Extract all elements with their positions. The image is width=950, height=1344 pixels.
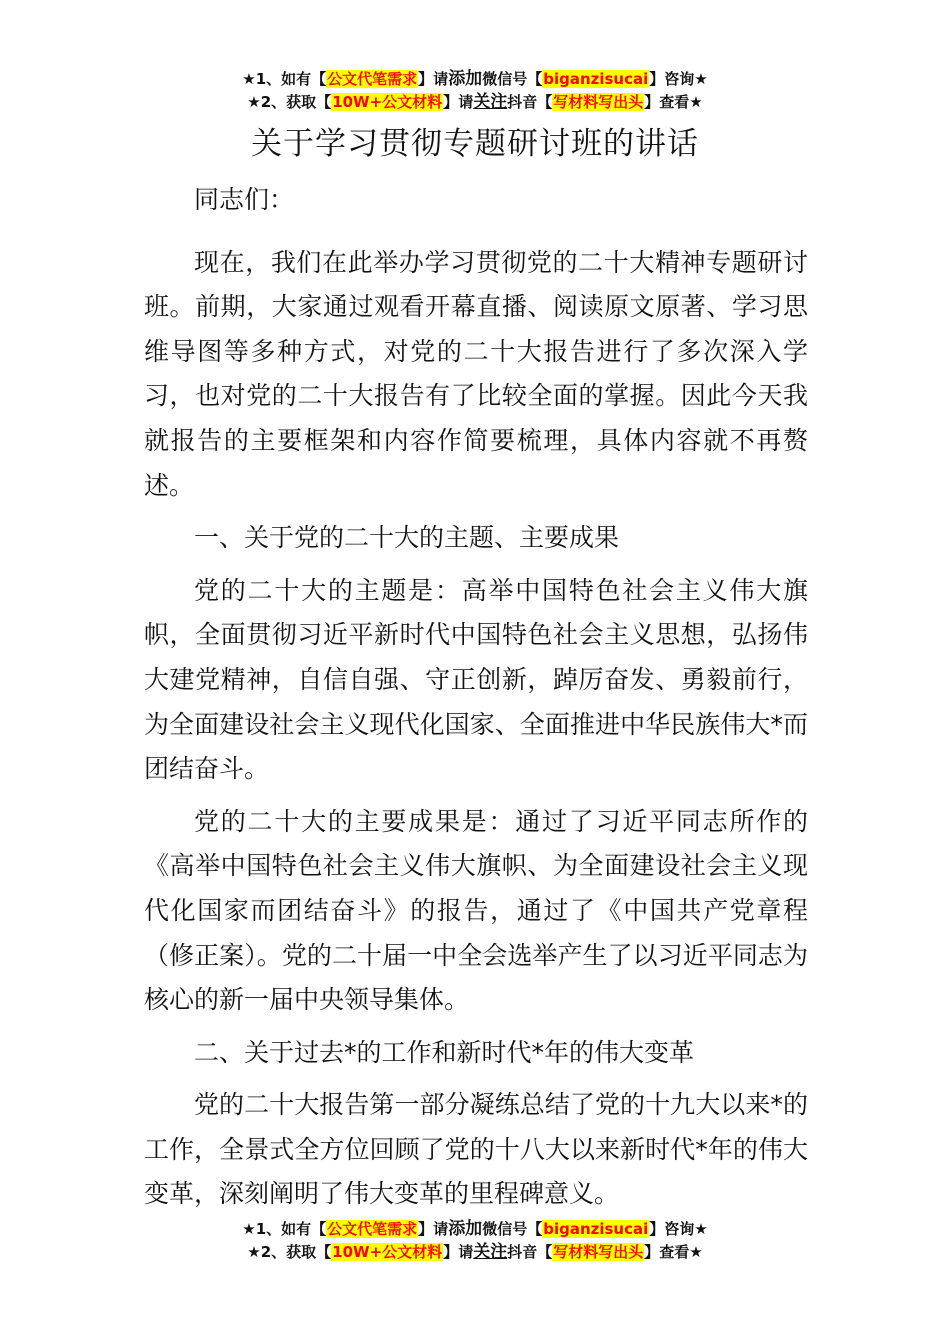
paragraph-results: 党的二十大的主要成果是：通过了习近平同志所作的《高举中国特色社会主义伟大旗帜、为全面建设社会主义现代化国家而团结奋斗》的报告，通过了《中国共产党章程（修正案）。党的二十届一中全会选举产生了以习近平同志为核心的新一届中央领导集体。	[144, 806, 808, 1015]
promo-emphasis: 关注	[473, 1242, 508, 1262]
promo-text: ★1、如有【	[242, 1220, 327, 1238]
promo-text: 】查看★	[644, 1243, 703, 1261]
promo-emphasis: 添加	[448, 69, 483, 89]
promo-text: 微信号【	[482, 70, 543, 88]
promo-text: 】请	[418, 1220, 449, 1238]
promo-highlight: 10W+公文材料	[332, 1243, 443, 1261]
promo-text: ★2、获取【	[247, 93, 332, 111]
promo-text: 】咨询★	[649, 70, 708, 88]
promo-text: ★2、获取【	[247, 1243, 332, 1261]
promo-highlight: 10W+公文材料	[332, 93, 443, 111]
promo-wechat-id: biganzisucai	[543, 1220, 649, 1238]
promo-text: 抖音【	[507, 1243, 553, 1261]
promo-line-2	[0, 91, 950, 114]
promo-emphasis: 添加	[448, 1219, 483, 1239]
promo-text: 微信号【	[482, 1220, 543, 1238]
promo-text: 】请	[418, 70, 449, 88]
promo-banner-top	[0, 68, 950, 114]
promo-text: 抖音【	[507, 93, 553, 111]
salutation: 同志们：	[194, 185, 295, 214]
document-body	[144, 178, 808, 1225]
promo-banner-bottom	[0, 1218, 950, 1264]
promo-highlight: 公文代笔需求	[327, 70, 418, 88]
promo-text: 】查看★	[644, 93, 703, 111]
paragraph-review: 党的二十大报告第一部分凝练总结了党的十九大以来*的工作，全景式全方位回顾了党的十八大以来新时代*年的伟大变革，深刻阐明了伟大变革的里程碑意义。	[144, 1090, 808, 1209]
promo-line-1	[0, 1218, 950, 1241]
paragraph-theme: 党的二十大的主题是：高举中国特色社会主义伟大旗帜，全面贯彻习近平新时代中国特色社会主义思想，弘扬伟大建党精神，自信自强、守正创新，踔厉奋发、勇毅前行，为全面建设社会主义现代化国家、全面推进中华民族伟大*而团结奋斗。	[144, 575, 808, 784]
promo-text: 】咨询★	[649, 1220, 708, 1238]
promo-line-1	[0, 68, 950, 91]
promo-text: 】请	[443, 93, 474, 111]
promo-text: ★1、如有【	[242, 70, 327, 88]
promo-highlight: 公文代笔需求	[327, 1220, 418, 1238]
paragraph-intro: 现在，我们在此举办学习贯彻党的二十大精神专题研讨班。前期，大家通过观看开幕直播、阅读原文原著、学习思维导图等多种方式，对党的二十大报告进行了多次深入学习，也对党的二十大报告有了比较全面的掌握。因此今天我就报告的主要框架和内容作简要梳理，具体内容就不再赘述。	[144, 247, 808, 500]
section-heading-2: 二、关于过去*的工作和新时代*年的伟大变革	[194, 1037, 695, 1067]
promo-account-name: 写材料写出头	[553, 1243, 644, 1261]
section-heading-1: 一、关于党的二十大的主题、主要成果	[194, 523, 620, 553]
promo-text: 】请	[443, 1243, 474, 1261]
promo-account-name: 写材料写出头	[553, 93, 644, 111]
document-title: 关于学习贯彻专题研讨班的讲话	[251, 126, 699, 162]
promo-line-2	[0, 1241, 950, 1264]
promo-emphasis: 关注	[473, 92, 508, 112]
promo-wechat-id: biganzisucai	[543, 70, 649, 88]
